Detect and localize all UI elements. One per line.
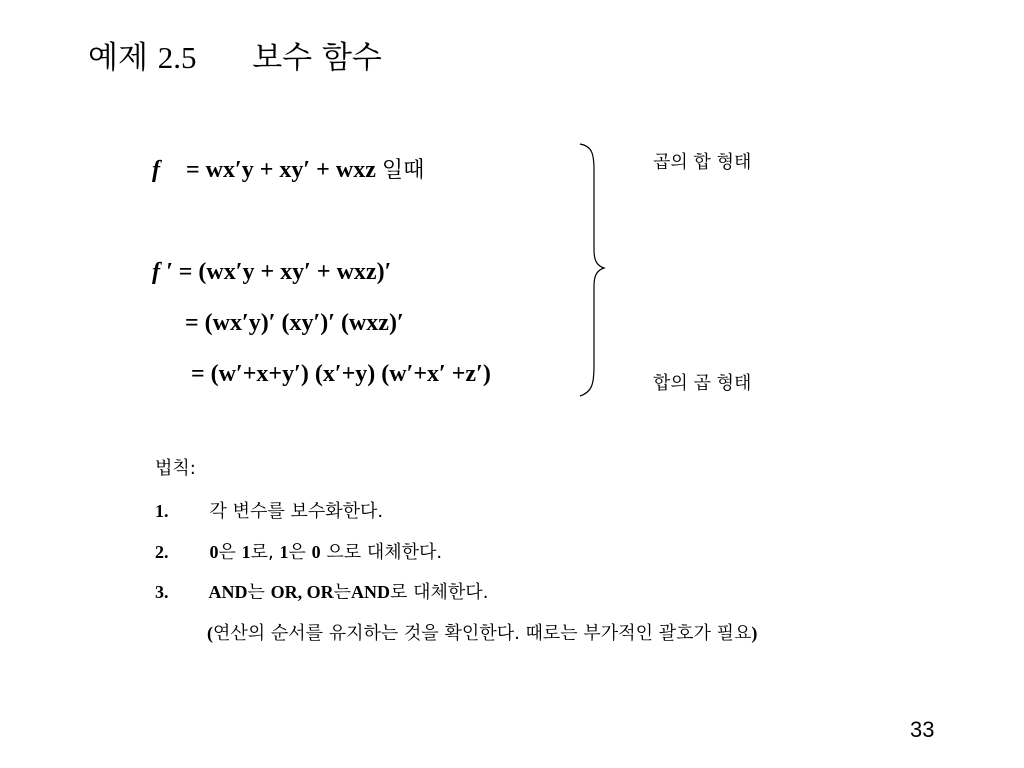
formula-line-1 [152, 154, 424, 187]
label-product-of-sums: 합의 곱 형태 [653, 373, 752, 394]
formula-3-expr: = (wx′y)′ (xy′)′ (wxz)′ [185, 310, 404, 336]
formula-2-expr: = (wx′y + xy′ + wxz)′ [178, 259, 392, 285]
right-brace-icon [574, 140, 614, 400]
formula-1-suffix: 일때 [381, 158, 425, 183]
title-number: 2.5 [157, 40, 197, 75]
formula-1-expr: = wx′y + xy′ + wxz [186, 157, 376, 183]
rule-item-3: 3. AND는 OR, OR는AND로 대체한다. [155, 582, 489, 603]
page-number: 33 [910, 717, 935, 742]
title-topic: 보수 함수 [252, 40, 382, 76]
formula-line-4 [191, 358, 491, 390]
fprime-symbol: f ′ [152, 259, 173, 285]
rule-2-number: 2. [155, 542, 169, 562]
f-symbol: f [152, 157, 160, 183]
formula-line-2 [152, 256, 391, 288]
slide-title [88, 38, 382, 78]
rules-heading: 법칙: [155, 458, 196, 479]
formula-4-expr: = (w′+x+y′) (x′+y) (w′+x′ +z′) [191, 361, 491, 387]
rule-item-1 [155, 498, 383, 525]
label-sum-of-products: 곱의 합 형태 [653, 152, 752, 173]
formula-line-3 [185, 307, 404, 339]
rule-1-text: 각 변수를 보수화한다. [209, 501, 384, 522]
title-prefix: 예제 [88, 40, 148, 76]
rule-item-2: 2. 0은 1로, 1은 0 으로 대체한다. [155, 542, 443, 563]
rule-note-text: 연산의 순서를 유지하는 것을 확인한다. 때로는 부가적인 괄호가 필요 [213, 623, 752, 644]
rule-3-number: 3. [155, 582, 169, 602]
rule-note: (연산의 순서를 유지하는 것을 확인한다. 때로는 부가적인 괄호가 필요) [207, 623, 758, 644]
rule-1-number: 1. [155, 501, 169, 521]
